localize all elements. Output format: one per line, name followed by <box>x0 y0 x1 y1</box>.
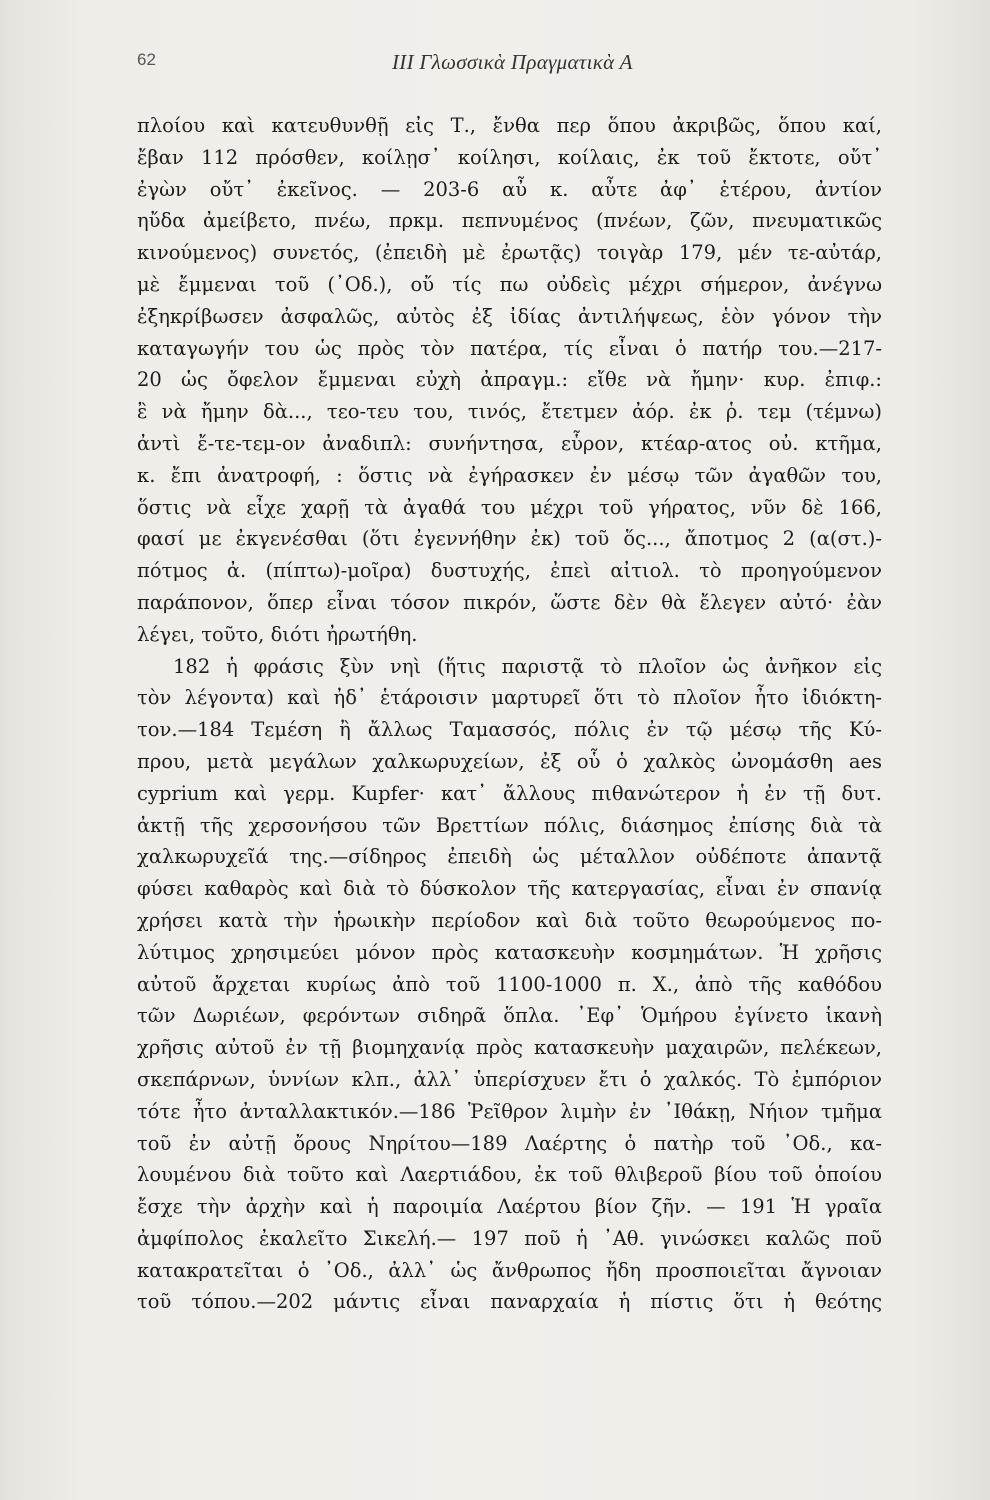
text-line: ἐγὼν οὔτ᾽ ἐκεῖνος. — 203-6 αὖ κ. αὖτε ἀφ᾽ ἑτέρου, ἀντίον <box>137 177 882 201</box>
text-line: ἀμφίπολος ἐκαλεῖτο Σικελή.— 197 ποῦ ἡ ᾽Αθ. γινώσκει καλῶς ποῦ <box>137 1226 882 1250</box>
text-line: χαλκωρυχεῖά της.—σίδηρος ἐπειδὴ ὡς μέταλλον οὐδέποτε ἀπαντᾷ <box>137 845 882 869</box>
text-line: μὲ ἔμμεναι τοῦ (᾽Οδ.), οὔ τίς πω οὐδεὶς μέχρι σήμερον, ἀνέγνω <box>137 272 882 296</box>
text-line: ἀντὶ ἔ-τε-τεμ-ον ἀναδιπλ: συνήντησα, εὗρον, κτέαρ-ατος οὐ. κτῆμα, <box>137 431 882 455</box>
text-line: ἐξηκρίβωσεν ἀσφαλῶς, αὐτὸς ἐξ ἰδίας ἀντιλήψεως, ἑὸν γόνον τὴν <box>137 304 882 328</box>
text-line: πρου, μετὰ μεγάλων χαλκωρυχείων, ἐξ οὗ ὁ χαλκὸς ὠνομάσθη aes <box>137 749 882 773</box>
text-line: πλοίου καὶ κατευθυνθῇ εἰς Τ., ἔνθα περ ὅπου ἀκριβῶς, ὅπου καί, <box>137 114 882 137</box>
text-line: κινούμενος) συνετός, (ἐπειδὴ μὲ ἐρωτᾷς) τοιγὰρ 179, μέν τε-αὐτάρ, <box>137 241 882 265</box>
text-line: 182 ἡ φράσις ξὺν νηὶ (ἥτις παριστᾷ τὸ πλοῖον ὡς ἀνῆκον εἰς <box>173 654 882 678</box>
text-line: ηὔδα ἀμείβετο, πνέω, πρκμ. πεπνυμένος (πνέων, ζῶν, πνευματικῶς <box>137 209 882 233</box>
page-number: 62 <box>137 50 156 69</box>
text-line: χρήσει κατὰ τὴν ἡρωικὴν περίοδον καὶ διὰ τοῦτο θεωρούμενος πο- <box>137 908 882 932</box>
text-line: φύσει καθαρὸς καὶ διὰ τὸ δύσκολον τῆς κατεργασίας, εἶναι ἐν σπανίᾳ <box>137 877 882 901</box>
text-line: πότμος ἀ. (πίπτω)-μοῖρα) δυστυχής, ἐπεὶ αἰτιολ. τὸ προηγούμενον <box>137 559 882 583</box>
running-title: ΙΙΙ Γλωσσικὰ Πραγματικὰ Α <box>392 50 633 74</box>
text-line: κατακρατεῖται ὁ ᾽Οδ., ἀλλ᾽ ὡς ἄνθρωπος ἤδη προσποιεῖται ἄγνοιαν <box>137 1258 882 1282</box>
text-line: ἔσχε τὴν ἀρχὴν καὶ ἡ παροιμία Λαέρτου βίον ζῆν. — 191 Ἡ γραῖα <box>137 1195 882 1219</box>
text-line: σκεπάρνων, ὑννίων κλπ., ἀλλ᾽ ὑπερίσχυεν ἔτι ὁ χαλκός. Τὸ ἐμπόριον <box>137 1067 882 1091</box>
text-line: ἒ νὰ ἤμην δὰ..., τεο-τευ του, τινός, ἔτετμεν ἀόρ. ἐκ ῥ. τεμ (τέμνω) <box>137 400 882 424</box>
text-line: cyprium καὶ γερμ. Kupfer· κατ᾽ ἄλλους πιθανώτερον ἡ ἐν τῇ δυτ. <box>137 781 882 805</box>
text-line: τον.—184 Τεμέση ἢ ἄλλως Ταμασσός, πόλις ἐν τῷ μέσῳ τῆς Κύ- <box>137 718 882 742</box>
text-line: ἀκτῇ τῆς χερσονήσου τῶν Βρεττίων πόλις, διάσημος ἐπίσης διὰ τὰ <box>137 813 882 837</box>
page-header <box>137 50 882 90</box>
text-line: τῶν Δωριέων, φερόντων σιδηρᾶ ὅπλα. ᾽Εφ᾽ Ὁμήρου ἐγίνετο ἱκανὴ <box>137 1004 882 1028</box>
text-line: φασί με ἐκγενέσθαι (ὅτι ἐγεννήθην ἐκ) τοῦ ὅς..., ἄποτμος 2 (α(στ.)- <box>137 527 882 551</box>
body-text <box>137 110 882 1318</box>
text-line: 20 ὡς ὄφελον ἔμμεναι εὐχὴ ἀπραγμ.: εἴθε νὰ ἤμην· κυρ. ἐπιφ.: <box>137 368 882 392</box>
text-line: αὐτοῦ ἄρχεται κυρίως ἀπὸ τοῦ 1100-1000 π. Χ., ἀπὸ τῆς καθόδου <box>137 972 882 996</box>
text-line: κ. ἔπι ἀνατροφή, : ὅστις νὰ ἐγήρασκεν ἐν μέσῳ τῶν ἀγαθῶν του, <box>137 463 882 487</box>
text-line: τότε ἦτο ἀνταλλακτικόν.—186 Ῥεῖθρον λιμὴν ἐν ᾽Ιθάκῃ, Νήιον τμῆμα <box>137 1099 882 1123</box>
text-line: λουμένου διὰ τοῦτο καὶ Λαερτιάδου, ἐκ τοῦ θλιβεροῦ βίου τοῦ ὁποίου <box>137 1163 882 1187</box>
text-line: χρῆσις αὐτοῦ ἐν τῇ βιομηχανίᾳ πρὸς κατασκευὴν μαχαιρῶν, πελέκεων, <box>137 1036 882 1060</box>
text-line: λέγει, τοῦτο, διότι ἠρωτήθη. <box>137 622 418 646</box>
text-line: λύτιμος χρησιμεύει μόνον πρὸς κατασκευὴν κοσμημάτων. Ἡ χρῆσις <box>137 940 882 964</box>
text-line: καταγωγήν του ὡς πρὸς τὸν πατέρα, τίς εἶναι ὁ πατήρ του.—217- <box>137 336 882 360</box>
text-line: τοῦ ἐν αὐτῇ ὄρους Νηρίτου—189 Λαέρτης ὁ πατὴρ τοῦ ᾽Οδ., κα- <box>137 1131 882 1155</box>
text-line: ὅστις νὰ εἶχε χαρῇ τὰ ἀγαθά του μέχρι τοῦ γήρατος, νῦν δὲ 166, <box>137 495 882 519</box>
text-line: ἔβαν 112 πρόσθεν, κοίλῃσ᾽ κοίλησι, κοίλαις, ἐκ τοῦ ἔκτοτε, οὔτ᾽ <box>137 145 882 169</box>
text-line: παράπονον, ὅπερ εἶναι τόσον πικρόν, ὥστε δὲν θὰ ἔλεγεν αὐτό· ἐὰν <box>137 590 882 614</box>
text-line: τοῦ τόπου.—202 μάντις εἶναι παναρχαία ἡ πίστις ὅτι ἡ θεότης <box>137 1290 882 1314</box>
text-line: τὸν λέγοντα) καὶ ἠδ᾽ ἑτάροισιν μαρτυρεῖ ὅτι τὸ πλοῖον ἦτο ἰδιόκτη- <box>137 686 882 710</box>
